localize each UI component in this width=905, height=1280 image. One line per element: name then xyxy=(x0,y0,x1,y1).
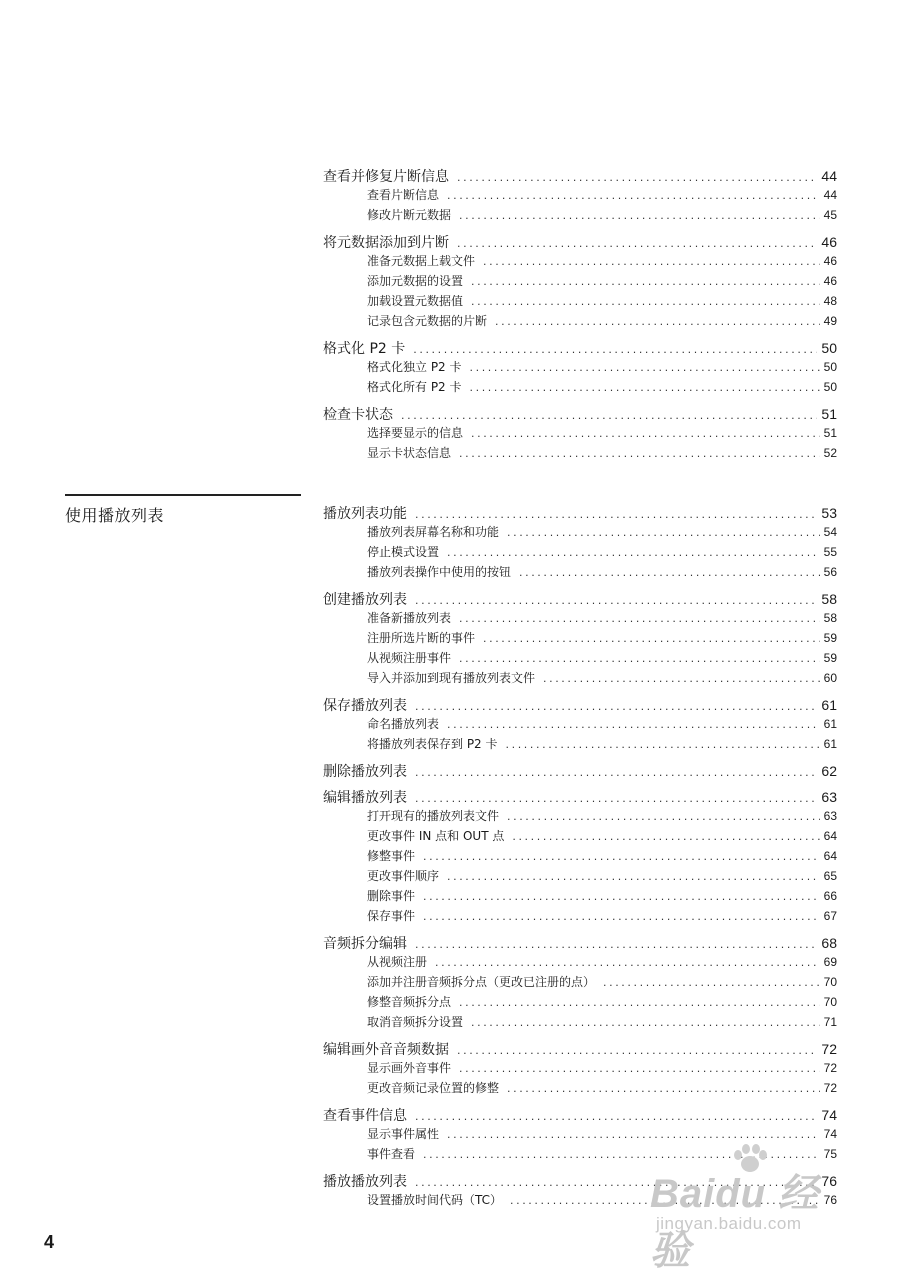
toc-entry-title: 保存播放列表 xyxy=(323,698,407,714)
toc-subentry-title: 查看片断信息 xyxy=(367,188,440,202)
toc-subentry-page: 76 xyxy=(823,1193,837,1207)
page-number: 4 xyxy=(44,1232,55,1252)
section-divider xyxy=(65,494,301,496)
toc-group xyxy=(323,166,837,226)
toc-subentry[interactable] xyxy=(323,1079,837,1099)
toc-entry-page: 63 xyxy=(821,789,837,805)
toc-entry-title: 播放列表功能 xyxy=(323,506,407,522)
toc-subentry[interactable] xyxy=(323,358,837,378)
toc-subentry-title: 更改事件 IN 点和 OUT 点 xyxy=(367,829,505,843)
toc-subentry-title: 设置播放时间代码（TC） xyxy=(367,1193,503,1207)
toc-subentry[interactable] xyxy=(323,973,837,993)
toc-subentry[interactable] xyxy=(323,1013,837,1033)
toc-group xyxy=(323,503,837,583)
toc-entry[interactable] xyxy=(323,761,837,781)
toc-subentry-title: 导入并添加到现有播放列表文件 xyxy=(367,671,536,685)
toc-subentry[interactable] xyxy=(323,715,837,735)
toc-subentry-title: 将播放列表保存到 P2 卡 xyxy=(367,737,498,751)
toc-subentry-page: 44 xyxy=(823,188,837,202)
dot-leader xyxy=(483,632,820,645)
dot-leader xyxy=(603,976,820,989)
toc-subentry-title: 选择要显示的信息 xyxy=(367,426,464,440)
toc-entry-page: 76 xyxy=(821,1173,837,1189)
toc-subentry-page: 50 xyxy=(823,360,837,374)
toc-entry[interactable] xyxy=(323,166,837,186)
toc-subentry-title: 取消音频拆分设置 xyxy=(367,1015,464,1029)
toc-subentry-title: 修整事件 xyxy=(367,849,416,863)
dot-leader xyxy=(457,237,817,250)
toc-subentry-page: 70 xyxy=(823,975,837,989)
toc-subentry[interactable] xyxy=(323,312,837,332)
toc-subentry-page: 69 xyxy=(823,955,837,969)
dot-leader xyxy=(506,738,820,751)
watermark-logo-text: Baidu 经验 xyxy=(650,1172,820,1273)
toc-lower-list xyxy=(323,503,837,1217)
toc-entry-page: 44 xyxy=(821,168,837,184)
toc-entry[interactable] xyxy=(323,695,837,715)
toc-subentry-page: 66 xyxy=(823,889,837,903)
dot-leader xyxy=(459,996,820,1009)
toc-entry[interactable] xyxy=(323,503,837,523)
dot-leader xyxy=(459,209,820,222)
toc-subentry-title: 准备新播放列表 xyxy=(367,611,452,625)
toc-entry-page: 51 xyxy=(821,406,837,422)
toc-subentry-title: 准备元数据上载文件 xyxy=(367,254,476,268)
toc-group xyxy=(323,695,837,755)
toc-subentry-title: 显示画外音事件 xyxy=(367,1061,452,1075)
toc-entry[interactable] xyxy=(323,1105,837,1125)
toc-subentry-title: 保存事件 xyxy=(367,909,416,923)
toc-group xyxy=(323,589,837,689)
toc-subentry-title: 修改片断元数据 xyxy=(367,208,452,222)
toc-subentry-title: 显示事件属性 xyxy=(367,1127,440,1141)
toc-subentry[interactable] xyxy=(323,206,837,226)
toc-subentry-page: 46 xyxy=(823,254,837,268)
dot-leader xyxy=(459,612,820,625)
toc-subentry-title: 删除事件 xyxy=(367,889,416,903)
toc-subentry-title: 格式化所有 P2 卡 xyxy=(367,380,462,394)
toc-subentry[interactable] xyxy=(323,993,837,1013)
toc-entry-title: 格式化 P2 卡 xyxy=(323,341,406,357)
toc-subentry[interactable] xyxy=(323,1059,837,1079)
toc-entry-title: 检查卡状态 xyxy=(323,407,393,423)
toc-subentry[interactable] xyxy=(323,629,837,649)
toc-subentry[interactable] xyxy=(323,847,837,867)
dot-leader xyxy=(415,508,817,521)
dot-leader xyxy=(519,566,820,579)
dot-leader xyxy=(415,594,817,607)
dot-leader xyxy=(507,526,820,539)
toc-subentry-page: 48 xyxy=(823,294,837,308)
toc-subentry[interactable] xyxy=(323,609,837,629)
dot-leader xyxy=(471,275,820,288)
toc-entry[interactable] xyxy=(323,232,837,252)
toc-subentry[interactable] xyxy=(323,735,837,755)
toc-entry-page: 68 xyxy=(821,935,837,951)
toc-subentry-page: 71 xyxy=(823,1015,837,1029)
toc-subentry-page: 51 xyxy=(823,426,837,440)
toc-group xyxy=(323,232,837,332)
toc-entry-page: 53 xyxy=(821,505,837,521)
section-heading: 使用播放列表 xyxy=(65,506,165,525)
toc-entry-page: 46 xyxy=(821,234,837,250)
toc-subentry-page: 55 xyxy=(823,545,837,559)
dot-leader xyxy=(415,938,817,951)
toc-subentry[interactable] xyxy=(323,543,837,563)
toc-subentry[interactable] xyxy=(323,272,837,292)
toc-subentry-page: 70 xyxy=(823,995,837,1009)
dot-leader xyxy=(447,870,820,883)
toc-subentry[interactable] xyxy=(323,292,837,312)
toc-subentry-page: 64 xyxy=(823,849,837,863)
toc-subentry-title: 从视频注册 xyxy=(367,955,428,969)
dot-leader xyxy=(470,361,820,374)
dot-leader xyxy=(415,1110,817,1123)
toc-entry-page: 72 xyxy=(821,1041,837,1057)
toc-subentry-page: 63 xyxy=(823,809,837,823)
toc-subentry-page: 58 xyxy=(823,611,837,625)
dot-leader xyxy=(423,910,820,923)
toc-group xyxy=(323,1039,837,1099)
toc-subentry-page: 75 xyxy=(823,1147,837,1161)
toc-subentry[interactable] xyxy=(323,907,837,927)
toc-subentry-page: 65 xyxy=(823,869,837,883)
toc-subentry-page: 74 xyxy=(823,1127,837,1141)
toc-subentry-page: 59 xyxy=(823,651,837,665)
toc-subentry-title: 更改音频记录位置的修整 xyxy=(367,1081,500,1095)
toc-entry-title: 查看事件信息 xyxy=(323,1108,407,1124)
toc-entry-title: 音频拆分编辑 xyxy=(323,936,407,952)
toc-entry-page: 50 xyxy=(821,340,837,356)
toc-subentry[interactable] xyxy=(323,523,837,543)
toc-entry[interactable] xyxy=(323,404,837,424)
toc-subentry-title: 停止模式设置 xyxy=(367,545,440,559)
toc-subentry[interactable] xyxy=(323,953,837,973)
dot-leader xyxy=(507,1082,820,1095)
toc-subentry[interactable] xyxy=(323,378,837,398)
toc-subentry-page: 45 xyxy=(823,208,837,222)
toc-group xyxy=(323,933,837,1033)
dot-leader xyxy=(415,792,817,805)
dot-leader xyxy=(457,171,817,184)
toc-subentry-page: 56 xyxy=(823,565,837,579)
dot-leader xyxy=(543,672,820,685)
dot-leader xyxy=(401,409,817,422)
toc-subentry[interactable] xyxy=(323,563,837,583)
dot-leader xyxy=(413,343,817,356)
dot-leader xyxy=(447,1128,820,1141)
toc-group xyxy=(323,787,837,927)
toc-subentry-page: 49 xyxy=(823,314,837,328)
toc-subentry-title: 更改事件顺序 xyxy=(367,869,440,883)
dot-leader xyxy=(459,652,820,665)
dot-leader xyxy=(470,381,820,394)
toc-entry-title: 编辑画外音音频数据 xyxy=(323,1042,449,1058)
toc-subentry-title: 添加元数据的设置 xyxy=(367,274,464,288)
toc-subentry[interactable] xyxy=(323,669,837,689)
dot-leader xyxy=(507,810,820,823)
toc-subentry-title: 命名播放列表 xyxy=(367,717,440,731)
toc-subentry-page: 67 xyxy=(823,909,837,923)
toc-entry[interactable] xyxy=(323,1039,837,1059)
dot-leader xyxy=(423,890,820,903)
dot-leader xyxy=(471,427,820,440)
toc-upper-list xyxy=(323,166,837,470)
toc-subentry-page: 61 xyxy=(823,737,837,751)
toc-subentry-page: 72 xyxy=(823,1061,837,1075)
toc-entry-page: 58 xyxy=(821,591,837,607)
toc-subentry-title: 修整音频拆分点 xyxy=(367,995,452,1009)
toc-subentry-page: 54 xyxy=(823,525,837,539)
toc-subentry-title: 打开现有的播放列表文件 xyxy=(367,809,500,823)
toc-subentry[interactable] xyxy=(323,186,837,206)
toc-subentry[interactable] xyxy=(323,867,837,887)
dot-leader xyxy=(447,189,820,202)
toc-subentry[interactable] xyxy=(323,424,837,444)
dot-leader xyxy=(435,956,820,969)
dot-leader xyxy=(459,447,820,460)
toc-subentry-title: 加载设置元数据值 xyxy=(367,294,464,308)
toc-subentry[interactable] xyxy=(323,827,837,847)
toc-group xyxy=(323,338,837,398)
toc-entry-title: 播放播放列表 xyxy=(323,1174,407,1190)
watermark-url: jingyan.baidu.com xyxy=(656,1214,802,1233)
dot-leader xyxy=(459,1062,820,1075)
toc-entry-page: 61 xyxy=(821,697,837,713)
toc-group xyxy=(323,404,837,464)
toc-entry[interactable] xyxy=(323,933,837,953)
toc-subentry[interactable] xyxy=(323,887,837,907)
toc-subentry-title: 显示卡状态信息 xyxy=(367,446,452,460)
dot-leader xyxy=(415,700,817,713)
toc-subentry-title: 从视频注册事件 xyxy=(367,651,452,665)
baidu-watermark xyxy=(640,1142,860,1273)
toc-subentry[interactable] xyxy=(323,252,837,272)
toc-entry-title: 查看并修复片断信息 xyxy=(323,169,449,185)
toc-subentry-title: 格式化独立 P2 卡 xyxy=(367,360,462,374)
toc-subentry[interactable] xyxy=(323,649,837,669)
dot-leader xyxy=(495,315,820,328)
dot-leader xyxy=(512,830,819,843)
toc-subentry-title: 播放列表操作中使用的按钮 xyxy=(367,565,512,579)
toc-subentry-page: 59 xyxy=(823,631,837,645)
toc-subentry[interactable] xyxy=(323,807,837,827)
toc-subentry-page: 46 xyxy=(823,274,837,288)
dot-leader xyxy=(471,295,820,308)
toc-subentry[interactable] xyxy=(323,444,837,464)
toc-entry-title: 删除播放列表 xyxy=(323,764,407,780)
toc-entry-title: 创建播放列表 xyxy=(323,592,407,608)
toc-subentry-page: 61 xyxy=(823,717,837,731)
dot-leader xyxy=(447,546,820,559)
toc-subentry-page: 52 xyxy=(823,446,837,460)
toc-subentry-page: 50 xyxy=(823,380,837,394)
toc-subentry-title: 添加并注册音频拆分点（更改已注册的点） xyxy=(367,975,596,989)
toc-group xyxy=(323,761,837,781)
toc-subentry-title: 注册所选片断的事件 xyxy=(367,631,476,645)
toc-subentry-title: 播放列表屏幕名称和功能 xyxy=(367,525,500,539)
dot-leader xyxy=(483,255,820,268)
toc-subentry-page: 64 xyxy=(823,829,837,843)
toc-subentry-page: 72 xyxy=(823,1081,837,1095)
toc-entry-page: 62 xyxy=(821,763,837,779)
dot-leader xyxy=(423,850,820,863)
toc-entry[interactable] xyxy=(323,589,837,609)
dot-leader xyxy=(447,718,820,731)
toc-entry-page: 74 xyxy=(821,1107,837,1123)
toc-entry[interactable] xyxy=(323,338,837,358)
toc-entry-title: 编辑播放列表 xyxy=(323,790,407,806)
toc-subentry-title: 事件查看 xyxy=(367,1147,416,1161)
toc-entry[interactable] xyxy=(323,787,837,807)
toc-entry-title: 将元数据添加到片断 xyxy=(323,235,449,251)
dot-leader xyxy=(471,1016,820,1029)
dot-leader xyxy=(415,766,817,779)
dot-leader xyxy=(457,1044,817,1057)
toc-subentry-page: 60 xyxy=(823,671,837,685)
toc-subentry-title: 记录包含元数据的片断 xyxy=(367,314,488,328)
